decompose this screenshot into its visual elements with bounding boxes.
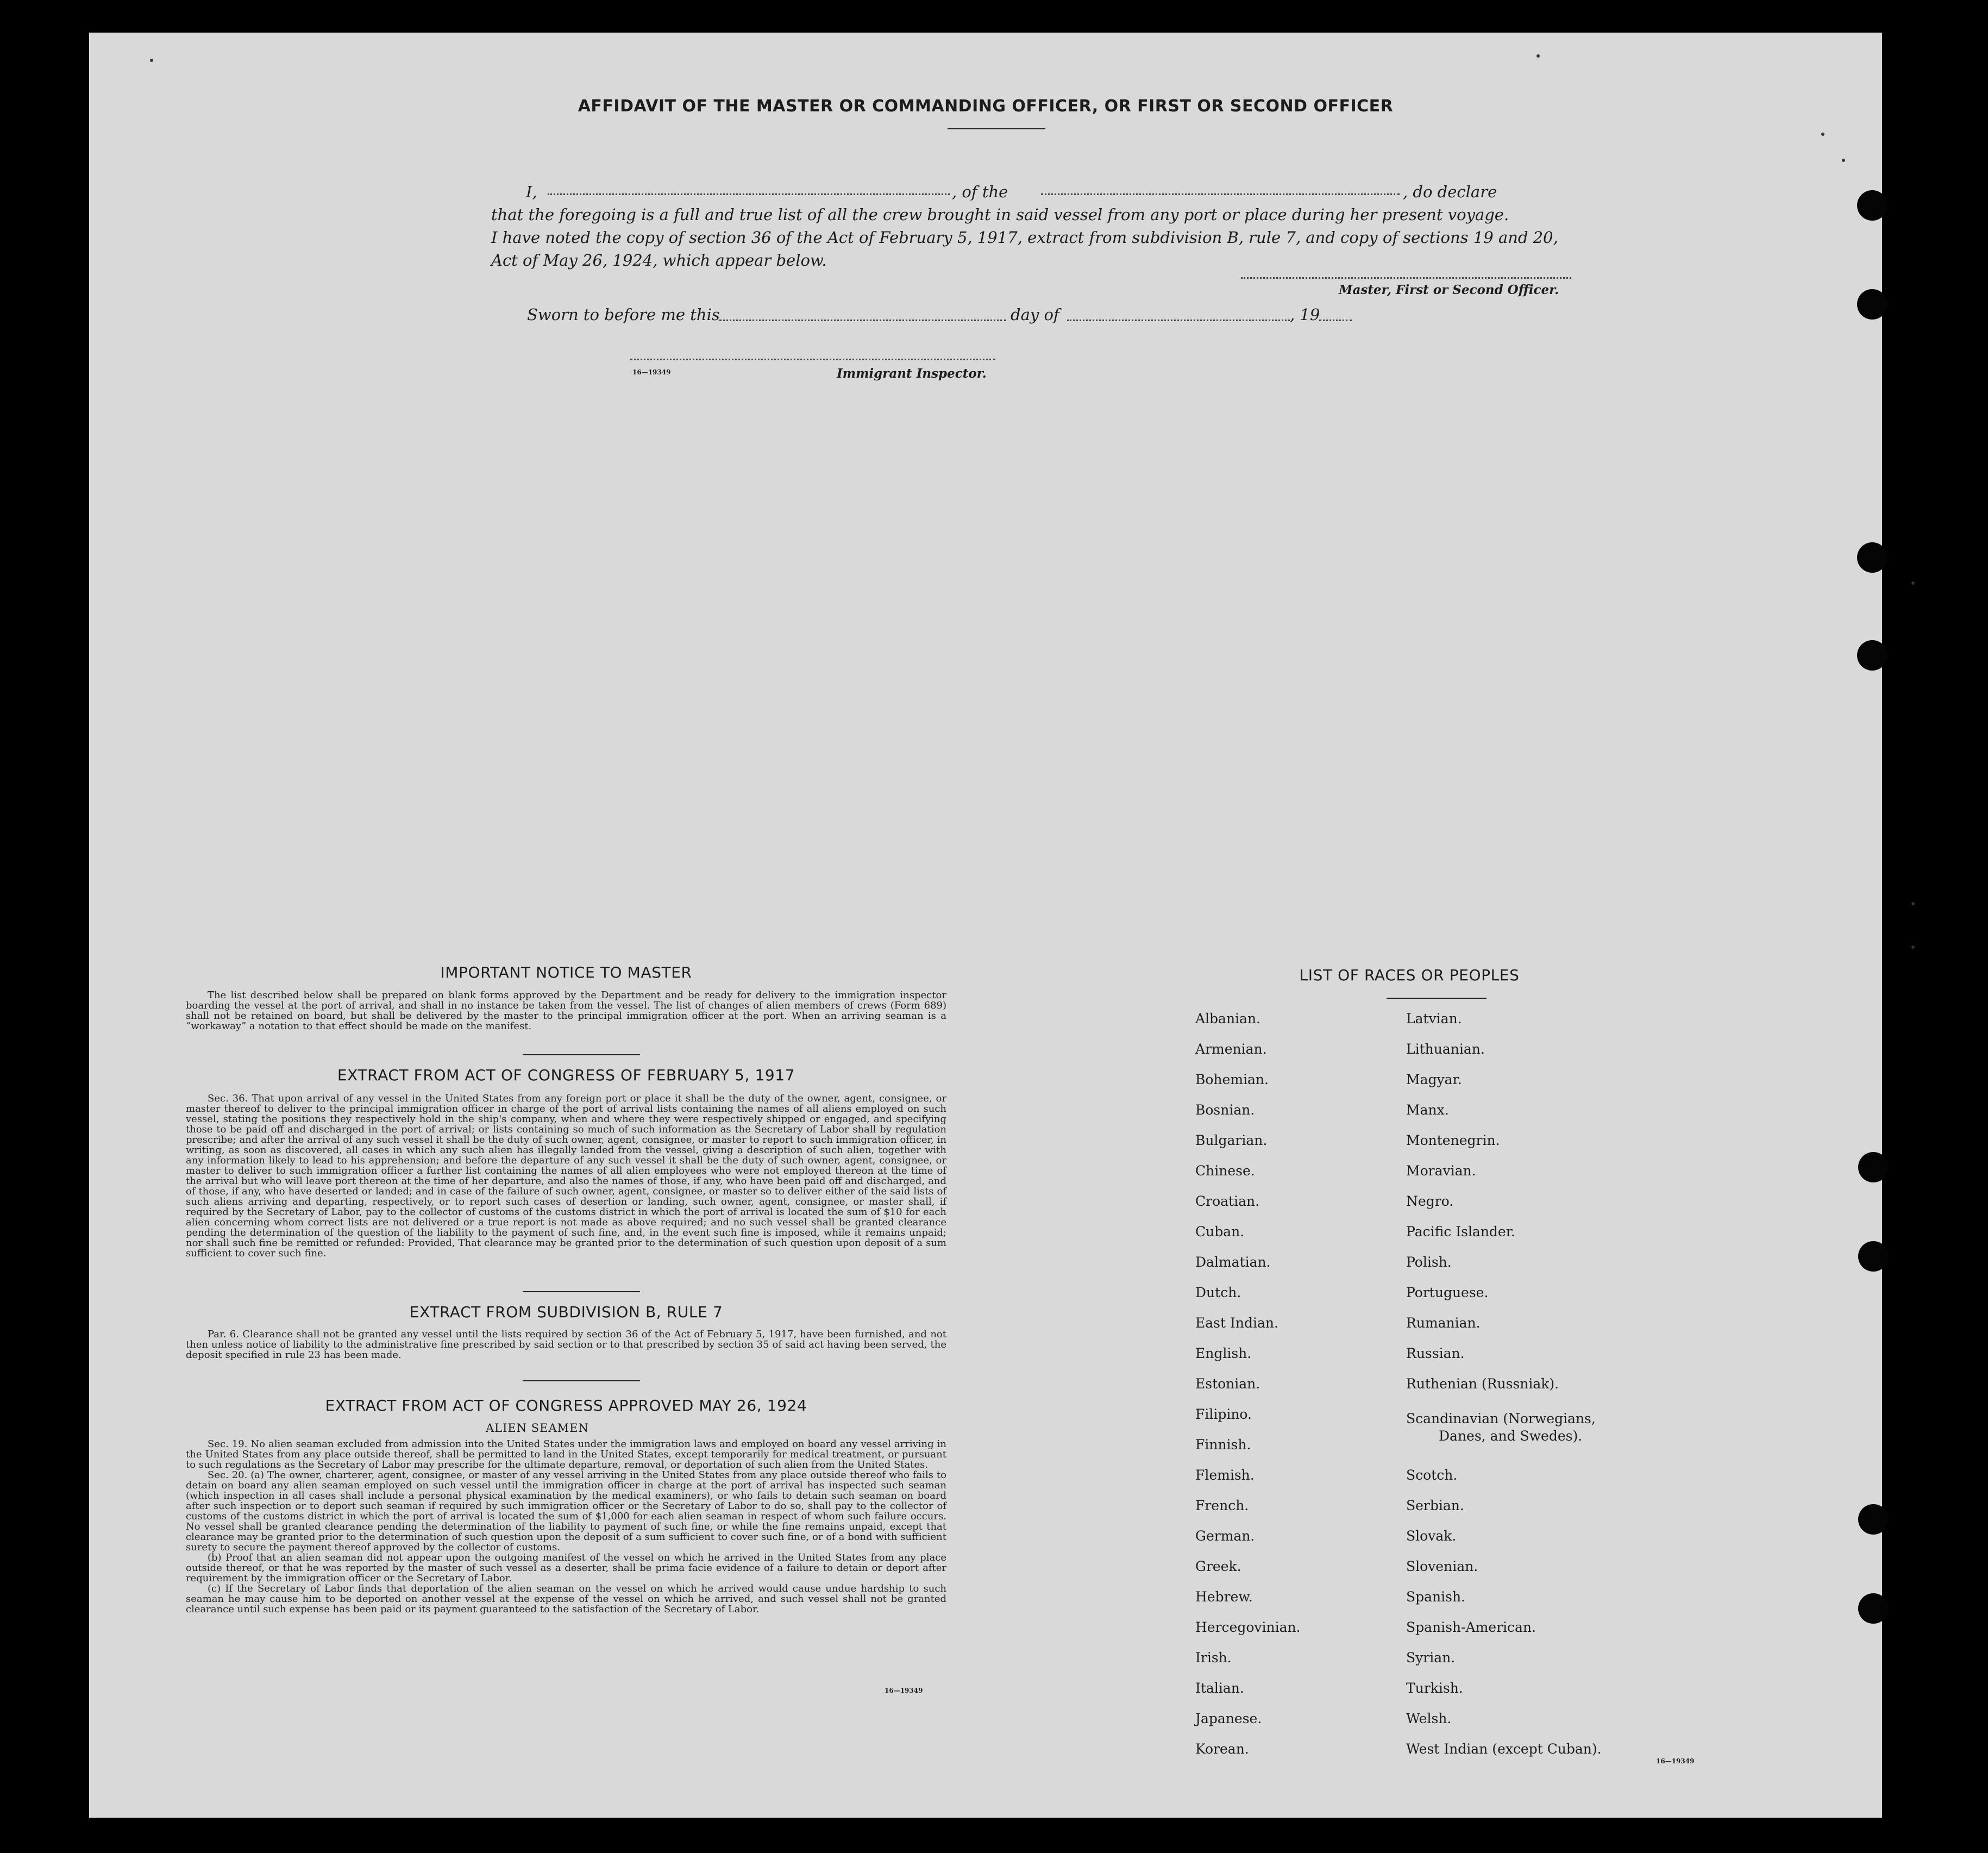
form-number: 16—19349 — [1656, 1757, 1695, 1765]
race-item: Russian. — [1406, 1345, 1465, 1361]
speck — [1911, 902, 1915, 905]
race-item: Bulgarian. — [1195, 1132, 1268, 1148]
extract-1924-text — [186, 1439, 946, 1614]
binder-hole — [1857, 542, 1887, 573]
extract-1924-title: EXTRACT FROM ACT OF CONGRESS APPROVED MAY 26, 1924 — [325, 1397, 807, 1414]
affidavit-title: AFFIDAVIT OF THE MASTER OR COMMANDING OFFICER, OR FIRST OR SECOND OFFICER — [578, 97, 1394, 116]
race-item: Negro. — [1406, 1193, 1454, 1209]
extract-rule7-text — [186, 1329, 946, 1360]
speck — [1821, 133, 1824, 136]
extract-rule7-paragraph: Par. 6. Clearance shall not be granted any vessel until the lists required by section 36 of the Act of February 5, 1917, have been furnished, and not then unless notice of liability to the administrative fine prescribed by said section or to that prescribed by section 35 of said act having been served, the deposit specified in rule 23 has been made. — [186, 1329, 946, 1361]
position-blank[interactable] — [1041, 193, 1400, 195]
affidavit-line-4: Act of May 26, 1924, which appear below. — [491, 251, 827, 270]
binder-hole — [1858, 1241, 1889, 1272]
race-item: East Indian. — [1195, 1315, 1278, 1331]
section-divider — [523, 1291, 640, 1292]
race-item: Moravian. — [1406, 1163, 1476, 1179]
sworn-year-blank[interactable] — [1319, 320, 1352, 321]
affidavit-line-1 — [491, 180, 1496, 203]
inspector-signature-blank[interactable] — [630, 359, 995, 360]
binder-hole — [1857, 640, 1887, 671]
race-item: Croatian. — [1195, 1193, 1260, 1209]
notice-title: IMPORTANT NOTICE TO MASTER — [440, 963, 692, 981]
race-item: Finnish. — [1195, 1437, 1251, 1453]
race-item: Spanish-American. — [1406, 1619, 1536, 1635]
race-item: Japanese. — [1195, 1711, 1262, 1726]
race-item: Cuban. — [1195, 1224, 1245, 1239]
affidavit-line-3: I have noted the copy of section 36 of the Act of February 5, 1917, extract from subdivision B, rule 7, and copy of sections 19 and 20, — [491, 228, 1558, 247]
race-item: Magyar. — [1406, 1072, 1462, 1087]
race-item: Latvian. — [1406, 1011, 1462, 1026]
alien-seamen-subtitle: ALIEN SEAMEN — [486, 1422, 589, 1435]
binder-hole — [1858, 1504, 1889, 1535]
race-item: Danes, and Swedes). — [1439, 1428, 1583, 1444]
notice-text — [186, 990, 946, 1031]
signature-caption: Master, First or Second Officer. — [1339, 283, 1559, 297]
title-underline — [948, 128, 1045, 129]
race-item: Slovak. — [1406, 1528, 1457, 1544]
race-item: Polish. — [1406, 1254, 1452, 1270]
extract-rule7-title: EXTRACT FROM SUBDIVISION B, RULE 7 — [409, 1303, 723, 1321]
binder-hole — [1857, 289, 1887, 320]
year-label: , 19 — [1290, 305, 1320, 324]
day-of-label: day of — [1011, 305, 1059, 324]
of-the-label: , of the — [952, 183, 1008, 201]
race-item: Lithuanian. — [1406, 1041, 1485, 1057]
race-item: Ruthenian (Russniak). — [1406, 1376, 1559, 1392]
race-item: Manx. — [1406, 1102, 1449, 1118]
race-item: Portuguese. — [1406, 1285, 1489, 1300]
speck — [1537, 54, 1540, 58]
race-item: Korean. — [1195, 1741, 1249, 1757]
form-number: 16—19349 — [885, 1687, 923, 1694]
name-blank[interactable] — [548, 193, 950, 195]
speck — [150, 59, 153, 62]
inspector-caption: Immigrant Inspector. — [837, 366, 987, 381]
sworn-day-blank[interactable] — [719, 320, 1006, 321]
sec-20a-paragraph: Sec. 20. (a) The owner, charterer, agent, consignee, or master of any vessel arriving in the United States from any place outside thereof who fails to detain on board any alien seaman employed on such vessel until the immigration officer in charge at the port of arrival has inspected such seaman (which inspection in all cases shall include a personal physical examination by the medical examiners), or who fails to detain such seaman on board after such inspection or to deport such seaman if required by such immigration officer or the Secretary of Labor to do so, shall pay to the collector of customs of the customs district in which the port of arrival is located the sum of $1,000 for each alien seaman in respect of whom such failure occurs. No vessel shall be granted clearance pending the determination of the liability to payment of such fine, or while the fine remains unpaid, except that clearance may be granted prior to the determination of such question upon the deposit of a sum sufficient to cover such fine, or of a bond with sufficient surety to secure the payment thereof approved by the collector of customs. — [186, 1469, 946, 1553]
document-sheet — [89, 33, 1882, 1818]
race-item: Bohemian. — [1195, 1072, 1269, 1087]
binder-hole — [1858, 1593, 1889, 1624]
race-item: English. — [1195, 1345, 1252, 1361]
extract-1917-title: EXTRACT FROM ACT OF CONGRESS OF FEBRUARY 5, 1917 — [337, 1066, 795, 1084]
race-item: Estonian. — [1195, 1376, 1260, 1392]
races-title: LIST OF RACES OR PEOPLES — [1299, 966, 1520, 984]
binder-hole — [1858, 1152, 1889, 1182]
race-item: Flemish. — [1195, 1467, 1255, 1483]
race-item: Pacific Islander. — [1406, 1224, 1515, 1239]
race-item: West Indian (except Cuban). — [1406, 1741, 1602, 1757]
binder-hole — [1857, 190, 1887, 221]
do-declare-label: , do declare — [1403, 183, 1497, 201]
affidavit-body — [491, 180, 1558, 272]
signature-blank[interactable] — [1241, 277, 1571, 279]
opening-i: I, — [526, 183, 537, 201]
sworn-month-blank[interactable] — [1067, 320, 1290, 321]
sec-20c-paragraph: (c) If the Secretary of Labor finds that deportation of the alien seaman on the vessel on which he arrived would cause undue hardship to such seaman he may cause him to be deported on another vessel at the expense of the vessel on which he arrived, and such vessel shall not be granted clearance until such expense has been paid or its payment guaranteed to the satisfaction of the Secretary of Labor. — [186, 1583, 946, 1615]
section-divider — [1387, 998, 1487, 999]
race-item: Rumanian. — [1406, 1315, 1481, 1331]
race-item: French. — [1195, 1498, 1249, 1513]
form-number: 16—19349 — [632, 368, 671, 376]
race-item: Welsh. — [1406, 1711, 1452, 1726]
race-item: Dalmatian. — [1195, 1254, 1271, 1270]
race-item: Irish. — [1195, 1650, 1232, 1666]
race-item: Slovenian. — [1406, 1558, 1478, 1574]
race-item: Serbian. — [1406, 1498, 1464, 1513]
race-item: Hebrew. — [1195, 1589, 1253, 1605]
race-item: Spanish. — [1406, 1589, 1466, 1605]
affidavit-line-2: that the foregoing is a full and true list of all the crew brought in said vessel from any port or place during her present voyage. — [491, 205, 1509, 224]
speck — [1911, 581, 1915, 585]
race-item: Scandinavian (Norwegians, — [1406, 1411, 1596, 1426]
race-item: Albanian. — [1195, 1011, 1261, 1026]
sworn-label: Sworn to before me this — [527, 305, 720, 324]
speck — [1842, 159, 1845, 162]
extract-1917-paragraph: Sec. 36. That upon arrival of any vessel in the United States from any foreign port or place it shall be the duty of the owner, agent, consignee, or master thereof to deliver to the principal immigration officer in charge of the port of arrival lists containing the names of all aliens employed on such vessel, stating the positions they respectively hold in the ship's company, when and where they were respectively shipped or engaged, and specifying those to be paid off and discharged in the port of arrival; or lists containing so much of such information as the Secretary of Labor shall by regulation prescribe; and after the arrival of any such vessel it shall be the duty of such owner, agent, consignee, or master to report to such immigration officer, in writing, as soon as discovered, all cases in which any such alien has illegally landed from the vessel, giving a description of such alien, together with any information likely to lead to his apprehension; and before the departure of any such vessel it shall be the duty of such owner, agent, consignee, or master to deliver to such immigration officer a further list containing the names of all alien employees who were not employed thereon at the time of the arrival but who will leave port thereon at the time of her departure, and also the names of those, if any, who have been paid off and discharged, and of those, if any, who have deserted or landed; and in case of the failure of such owner, agent, consignee, or master so to deliver either of the said lists of such aliens arriving and departing, respectively, or to report such cases of desertion or landing, such owner, agent, consignee, or master shall, if required by the Secretary of Labor, pay to the collector of customs of the customs district in which the port of arrival is located the sum of $10 for each alien concerning whom correct lists are not delivered or a true report is not made as above required; and no such vessel shall be granted clearance pending the determination of the question of the liability to the payment of such fine, and, in the event such fine is imposed, while it remains unpaid; nor shall such fine be remitted or refunded: Provided, That clearance may be granted prior to the determination of such question upon deposit of a sum sufficient to cover such fine. — [186, 1093, 946, 1259]
race-item: Turkish. — [1406, 1680, 1463, 1696]
race-item: Dutch. — [1195, 1285, 1241, 1300]
extract-1917-text — [186, 1093, 946, 1259]
sec-19-paragraph: Sec. 19. No alien seaman excluded from admission into the United States under the immigration laws and employed on board any vessel arriving in the United States from any place outside thereof, shall be permitted to land in the United States, except temporarily for medical treatment, or pursuant to such regulations as the Secretary of Labor may prescribe for the ultimate departure, removal, or deportation of such alien from the United States. — [186, 1438, 946, 1470]
section-divider — [523, 1054, 640, 1055]
race-item: Italian. — [1195, 1680, 1244, 1696]
sec-20b-paragraph: (b) Proof that an alien seaman did not appear upon the outgoing manifest of the vessel on which he arrived in the United States from any place outside thereof, or that he was reported by the master of such vessel as a deserter, shall be prima facie evidence of a failure to detain or deport after requirement by the immigration officer or the Secretary of Labor. — [186, 1552, 946, 1584]
race-item: Montenegrin. — [1406, 1132, 1500, 1148]
race-item: Greek. — [1195, 1558, 1241, 1574]
race-item: Bosnian. — [1195, 1102, 1255, 1118]
race-item: Syrian. — [1406, 1650, 1456, 1666]
speck — [1911, 946, 1915, 949]
race-item: Hercegovinian. — [1195, 1619, 1301, 1635]
race-item: Chinese. — [1195, 1163, 1255, 1179]
race-item: Scotch. — [1406, 1467, 1458, 1483]
race-item: Filipino. — [1195, 1406, 1252, 1422]
race-item: Armenian. — [1195, 1041, 1267, 1057]
race-item: German. — [1195, 1528, 1255, 1544]
notice-paragraph: The list described below shall be prepared on blank forms approved by the Department and be ready for delivery to the immigration inspector boarding the vessel at the port of arrival, and shall in no instance be taken from the vessel. The list of changes of alien members of crews (Form 689) shall not be retained on board, but shall be delivered by the master to the principal immigration officer at the port. When an arriving seaman is a “workaway” a notation to that effect should be made on the manifest. — [186, 990, 946, 1032]
section-divider — [523, 1380, 640, 1381]
